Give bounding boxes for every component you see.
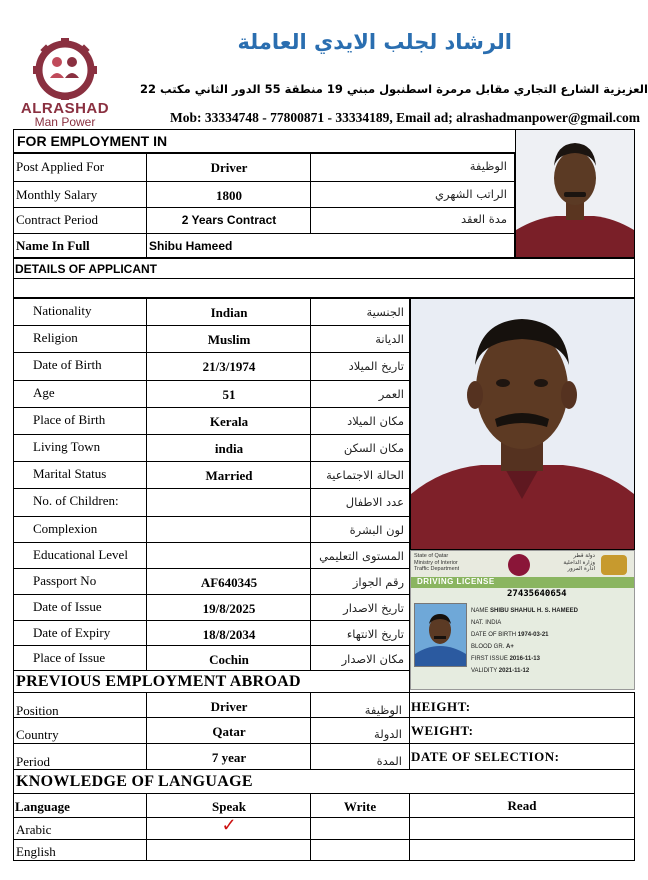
details-arabic: عدد الاطفال bbox=[345, 495, 404, 509]
details-arabic: العمر bbox=[378, 387, 404, 401]
details-row-value-cell bbox=[146, 488, 311, 517]
arabic-speak-check: ✓ bbox=[221, 815, 237, 835]
value-period: 7 year bbox=[211, 750, 247, 765]
details-label: Date of Birth bbox=[33, 357, 102, 372]
license-blood-label: BLOOD GR. bbox=[471, 644, 505, 650]
details-label: No. of Children: bbox=[33, 493, 119, 508]
header-speak: Speak bbox=[212, 799, 246, 814]
details-label: Living Town bbox=[33, 439, 101, 454]
details-value: india bbox=[214, 441, 244, 456]
arabic-salary: الراتب الشهري bbox=[435, 187, 507, 201]
license-badge-icon bbox=[601, 555, 627, 575]
driving-license-card bbox=[410, 550, 635, 690]
license-title: DRIVING LICENSE bbox=[417, 577, 495, 586]
details-value: 51 bbox=[222, 387, 236, 402]
details-label: Complexion bbox=[33, 521, 98, 536]
company-name-arabic: الرشاد لجلب الايدي العاملة bbox=[237, 30, 512, 54]
license-name-label: NAME bbox=[471, 608, 489, 614]
employment-title: FOR EMPLOYMENT IN bbox=[17, 133, 168, 149]
label-country: Country bbox=[16, 727, 59, 742]
details-arabic: الحالة الاجتماعية bbox=[326, 468, 404, 482]
arabic-country: الدولة bbox=[374, 727, 402, 741]
height-label: HEIGHT: bbox=[411, 699, 471, 714]
company-logo bbox=[10, 38, 120, 129]
license-validity-label: VALIDITY bbox=[471, 668, 498, 674]
details-value: Married bbox=[205, 468, 253, 483]
details-spacer-row bbox=[13, 278, 635, 298]
details-label: Place of Birth bbox=[33, 412, 106, 427]
value-position: Driver bbox=[210, 699, 248, 714]
previous-title: PREVIOUS EMPLOYMENT ABROAD bbox=[16, 673, 301, 690]
value-contract: 2 Years Contract bbox=[181, 213, 277, 227]
details-arabic: الجنسية bbox=[366, 305, 404, 319]
details-arabic: مكان الميلاد bbox=[347, 414, 404, 428]
details-label: Educational Level bbox=[33, 547, 128, 562]
license-first-issue-label: FIRST ISSUE bbox=[471, 656, 508, 662]
details-label: Date of Expiry bbox=[33, 625, 111, 640]
qatar-emblem-icon bbox=[508, 554, 530, 576]
details-arabic: الديانة bbox=[375, 332, 404, 346]
details-label: Place of Issue bbox=[33, 650, 106, 665]
value-salary: 1800 bbox=[216, 188, 242, 203]
label-period: Period bbox=[16, 754, 50, 769]
details-label: Age bbox=[33, 385, 55, 400]
details-label: Date of Issue bbox=[33, 599, 102, 614]
details-arabic: مكان الاصدار bbox=[341, 652, 404, 666]
applicant-photo-small bbox=[515, 129, 635, 258]
license-number: 27435640654 bbox=[507, 589, 567, 599]
value-country: Qatar bbox=[212, 724, 246, 739]
header-write: Write bbox=[343, 799, 377, 814]
value-post: Driver bbox=[210, 160, 248, 175]
label-salary: Monthly Salary bbox=[16, 187, 98, 202]
details-arabic: رقم الجواز bbox=[352, 575, 404, 589]
license-first-issue: 2016-11-13 bbox=[509, 656, 540, 662]
details-row-value-cell bbox=[146, 542, 311, 569]
arabic-position: الوظيفة bbox=[364, 703, 402, 717]
header-read: Read bbox=[507, 798, 537, 813]
details-arabic: تاريخ الاصدار bbox=[343, 601, 404, 615]
language-arabic: Arabic bbox=[16, 822, 52, 837]
details-arabic: تاريخ الميلاد bbox=[348, 359, 404, 373]
value-name: Shibu Hameed bbox=[149, 239, 233, 253]
weight-label: WEIGHT: bbox=[411, 723, 474, 738]
label-position: Position bbox=[16, 703, 59, 718]
arabic-period: المدة bbox=[376, 754, 402, 768]
gear-people-icon bbox=[10, 38, 120, 100]
license-dob: 1974-03-21 bbox=[517, 632, 549, 638]
logo-sub: Man Power bbox=[34, 115, 96, 129]
license-dob-label: DATE OF BIRTH bbox=[471, 632, 517, 638]
details-value: 21/3/1974 bbox=[202, 359, 256, 374]
license-photo bbox=[414, 603, 467, 667]
details-title: DETAILS OF APPLICANT bbox=[15, 262, 157, 276]
company-address-arabic: العزيزية الشارع التجاري مقابل مرمرة اسطنبول مبني 19 منطقة 55 الدور الثاني مكتب 22 bbox=[140, 82, 648, 96]
license-ministry-ar: وزارة الداخلية bbox=[563, 559, 595, 566]
details-value: Cochin bbox=[209, 652, 249, 667]
details-arabic: تاريخ الانتهاء bbox=[346, 627, 404, 641]
employment-rows bbox=[13, 153, 515, 258]
contact-line: Mob: 33334748 - 77800871 - 33334189, Email ad; alrashadmanpower@gmail.com bbox=[169, 110, 640, 125]
details-value: Muslim bbox=[207, 332, 251, 347]
details-row-value-cell bbox=[146, 516, 311, 543]
details-value: Indian bbox=[210, 305, 248, 320]
language-english: English bbox=[16, 844, 56, 859]
language-title: KNOWLEDGE OF LANGUAGE bbox=[16, 773, 253, 790]
logo-name: ALRASHAD bbox=[20, 100, 110, 117]
details-label: Marital Status bbox=[33, 466, 107, 481]
label-contract: Contract Period bbox=[16, 212, 98, 227]
license-state-ar: دولة قطر bbox=[573, 553, 595, 559]
label-post: Post Applied For bbox=[16, 159, 105, 174]
license-nat: NAT. INDIA bbox=[471, 620, 502, 626]
license-validity: 2021-11-12 bbox=[498, 668, 530, 674]
selection-date-label: DATE OF SELECTION: bbox=[411, 749, 560, 764]
details-value: 18/8/2034 bbox=[202, 627, 256, 642]
arabic-post: الوظيفة bbox=[469, 159, 507, 173]
details-label: Religion bbox=[33, 330, 78, 345]
details-arabic: المستوى التعليمي bbox=[319, 549, 404, 563]
license-ministry: Ministry of Interior bbox=[414, 559, 458, 566]
license-blood: A+ bbox=[506, 644, 514, 650]
applicant-photo-large bbox=[410, 298, 635, 550]
details-label: Passport No bbox=[33, 573, 97, 588]
details-value: 19/8/2025 bbox=[202, 601, 256, 616]
license-state: State of Qatar bbox=[414, 553, 449, 559]
details-value: AF640345 bbox=[200, 575, 258, 590]
details-arabic: مكان السكن bbox=[343, 441, 404, 455]
label-name: Name In Full bbox=[16, 238, 90, 253]
details-arabic: لون البشرة bbox=[349, 523, 404, 537]
header-language: Language bbox=[15, 799, 70, 814]
license-dept-ar: ادارة المرور bbox=[567, 566, 595, 572]
details-table bbox=[13, 298, 410, 670]
license-dept: Traffic Department bbox=[414, 566, 460, 572]
arabic-contract: مدة العقد bbox=[461, 212, 507, 226]
details-value: Kerala bbox=[209, 414, 249, 429]
details-label: Nationality bbox=[33, 303, 92, 318]
license-name: SHIBU SHAHUL H. S. HAMEED bbox=[490, 608, 578, 614]
